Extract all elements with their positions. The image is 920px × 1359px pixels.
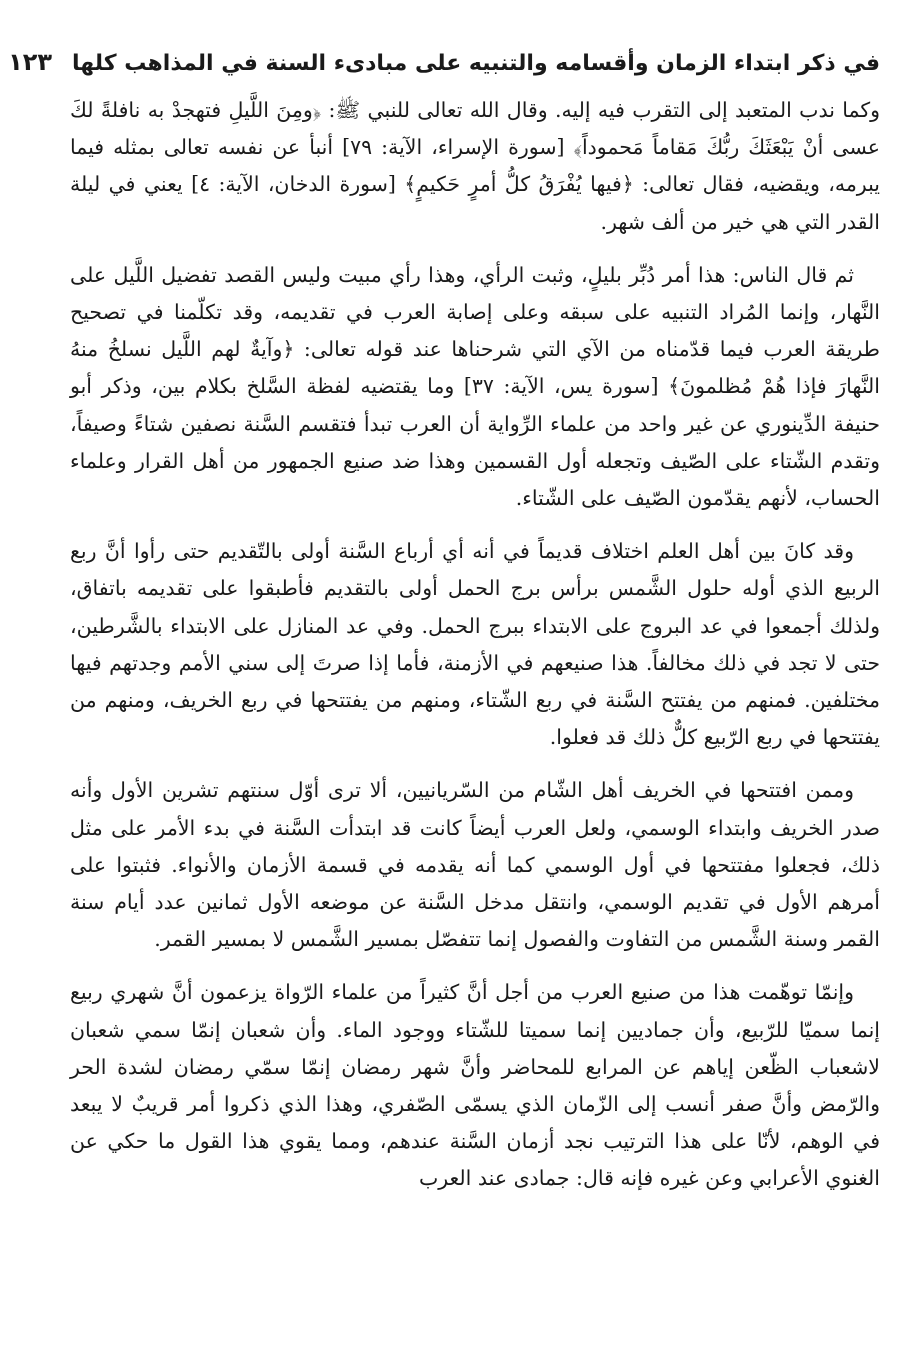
running-header — [8, 30, 880, 76]
paragraph: ثم قال الناس: هذا أمر دُبِّر بليلٍ، وثبت الرأي، وهذا رأي مبيت وليس القصد تفضيل اللَّيل على النَّهار، وإنما المُراد التنبيه على سبقه وعلى إصابة العرب في تقديمه، وقد تكلّمنا في تصحيح طريقة العرب فيما قدّمناه من الآي التي شرحناها عند قوله تعالى: ﴿وآيةٌ لهم اللَّيل نسلخُ منهُ النَّهارَ فإذا هُمْ مُظلمونَ﴾ [سورة يس، الآية: ٣٧] وما يقتضيه لفظة السَّلخ بكلام بين، وذكر أبو حنيفة الدِّينوري عن غير واحد من علماء الرِّواية أن العرب تبدأ فتقسم السَّنة نصفين شتاءً وصيفاً، وتقدم الشّتاء على الصّيف وتجعله أول القسمين وهذا ضد صنيع الجمهور من أهل القرار وعلماء الحساب، لأنهم يقدّمون الصّيف على الشّتاء. — [70, 262, 880, 511]
paragraph: وإنمّا توهّمت هذا من صنيع العرب من أجل أنَّ كثيراً من علماء الرّواة يزعمون أنَّ شهري ربيع إنما سميّا للرّبيع، وأن جماديين إنما سميتا للشّتاء ووجود الماء. وأن شعبان إنمّا سمي شعبان لاشعباب الظّعن إياهم عن المرابع للمحاضر وأنَّ شهر رمضان إنمّا سمّي رمضان لشدة الحر والرّمض وأنَّ صفر أنسب إلى الزّمان الذي يسمّى الصّفري، وهذا الذي ذكروا أمر قريبٌ لا يبعد في الوهم، لأنّا على هذا الترتيب نجد أزمان السَّنة عندهم، ومما يقوي هذا القول ما حكي عن الغنوي الأعرابي وعن غيره فإنه قال: جمادى عند العرب — [70, 980, 880, 1191]
body-text — [70, 92, 880, 1198]
paragraph: وقد كانَ بين أهل العلم اختلاف قديماً في أنه أي أرباع السَّنة أولى بالتّقديم حتى رأوا أنَّ ربع الربيع الذي أوله حلول الشَّمس برأس برج الحمل أولى بالتقديم فأطبقوا على تقديمه باتفاق، ولذلك أجمعوا في عد البروج على الابتداء ببرج الحمل. وفي عد المنازل على الابتداء بالشَّرطين، حتى لا تجد في ذلك مخالفاً. هذا صنيعهم في الأزمنة، فأما إذا صرتَ إلى سني الأمم وجدتهم فيها مختلفين. فمنهم من يفتتح السَّنة في ربع الشّتاء، ومنهم من يفتتحها في ربع الخريف، ومنهم من يفتتحها في ربع الرّبيع كلٌّ ذلك قد فعلوا. — [70, 539, 880, 750]
running-title: في ذكر ابتداء الزمان وأقسامه والتنبيه على مبادىء السنة في المذاهب كلها — [72, 51, 880, 76]
page-number: ١٢٣ — [8, 48, 53, 76]
paragraph: وكما ندب المتعبد إلى التقرب فيه إليه. وقال الله تعالى للنبي ﷺ: ﴿ومِنَ اللَّيلِ فتهجدْ به نافلةً لكَ عسى أنْ يَبْعَثَكَ ربُّكَ مَقاماً مَحموداً﴾ [سورة الإسراء، الآية: ٧٩] أنبأ عن نفسه تعالى بمثله فيما يبرمه، ويقضيه، فقال تعالى: ﴿فيها يُفْرَقُ كلُّ أمرٍ حَكيمٍ﴾ [سورة الدخان، الآية: ٤] يعني في ليلة القدر التي هي خير من ألف شهر. — [70, 98, 881, 234]
paragraph: وممن افتتحها في الخريف أهل الشّام من السّريانيين، ألا ترى أوّل سنتهم تشرين الأول وأنه صدر الخريف وابتداء الوسمي، ولعل العرب أيضاً كانت قد ابتدأت السَّنة في بدء الأمر على مثل ذلك، فجعلوا مفتتحها في أول الوسمي كما أنه يقدمه في قسمة الأزمان والأنواء. فثبتوا على أمرهم الأول في تقديم الوسمي، وانتقل مدخل السَّنة عن موضعه الأول ثمانين عدد أيام سنة القمر وسنة الشَّمس من التفاوت والفصول إنما تتفصّل بمسير الشَّمس لا بمسير القمر. — [70, 778, 880, 952]
